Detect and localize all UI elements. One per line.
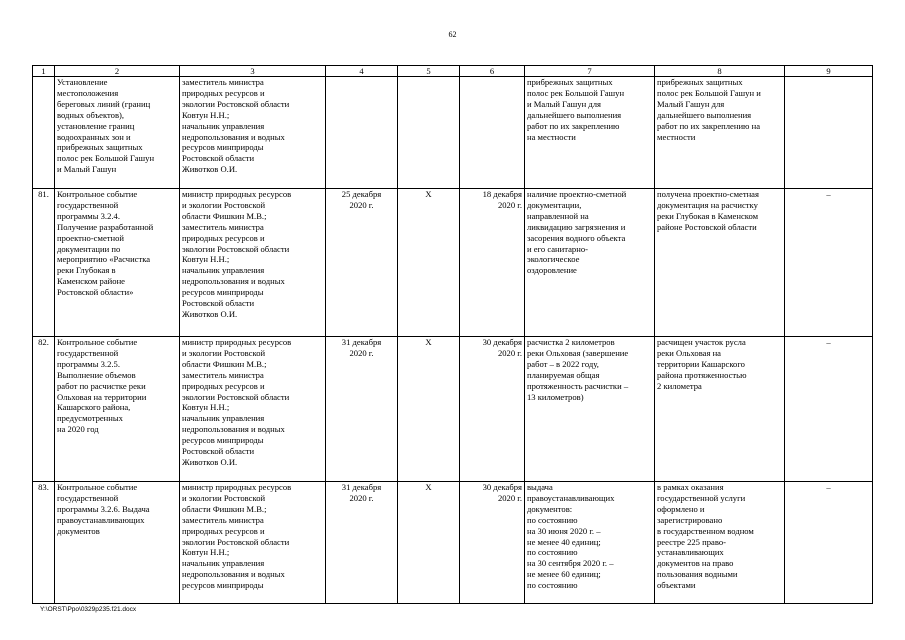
responsible: министр природных ресурсов и экологии Ростовской области Фишкин М.В.; заместитель министра природных ресурсов и экологии Ростовской области Ковтун Н.Н.; начальник управления недропользования и водных ресурсов минприроды — [180, 482, 326, 604]
col5-mark: Х — [398, 337, 460, 482]
col5-mark: Х — [398, 482, 460, 604]
header-col-9: 9 — [785, 66, 873, 77]
planned-result: выдача правоустанавливающих документов: по состоянию на 30 июня 2020 г. – не менее 40 единиц; по состоянию на 30 сентября 2020 г. – не менее 60 единиц; по состоянию — [525, 482, 655, 604]
table-row — [33, 77, 873, 189]
plan-date: 31 декабря 2020 г. — [326, 337, 398, 482]
header-col-6: 6 — [460, 66, 525, 77]
actual-result: в рамках оказания государственной услуги оформлено и зарегистрировано в государственном водном реестре 225 право- устанавливающих документов на право пользования водными объектами — [655, 482, 785, 604]
actual-result: расчищен участок русла реки Ольховая на территории Кашарского района протяженностью 2 километра — [655, 337, 785, 482]
header-col-5: 5 — [398, 66, 460, 77]
planned-result: расчистка 2 километров реки Ольховая (завершение работ – в 2022 году, планируемая общая протяженность расчистки – 13 километров) — [525, 337, 655, 482]
col5-mark — [398, 77, 460, 189]
control-events-table — [32, 65, 873, 604]
footer-file-path: Y:\ORST\Ppo\0329p235.f21.docx — [40, 606, 137, 613]
event-name: Контрольное событие государственной программы 3.2.6. Выдача правоустанавливающих документов — [55, 482, 180, 604]
row-number: 82. — [33, 337, 55, 482]
plan-date — [326, 77, 398, 189]
event-name: Установление местоположения береговых линий (границ водных объектов), установление границ водоохранных зон и прибрежных защитных полос рек Большой Гашун и Малый Гашун — [55, 77, 180, 189]
actual-result: получена проектно-сметная документация на расчистку реки Глубокая в Каменском районе Ростовской области — [655, 189, 785, 337]
note: – — [785, 189, 873, 337]
table-row — [33, 337, 873, 482]
header-col-7: 7 — [525, 66, 655, 77]
col5-mark: Х — [398, 189, 460, 337]
responsible: заместитель министра природных ресурсов и экологии Ростовской области Ковтун Н.Н.; начальник управления недропользования и водных ресурсов минприроды Ростовской области Животков О.И. — [180, 77, 326, 189]
event-name: Контрольное событие государственной программы 3.2.4. Получение разработанной проектно-сметной документации по мероприятию «Расчистка реки Глубокая в Каменском районе Ростовской области» — [55, 189, 180, 337]
fact-date: 18 декабря 2020 г. — [460, 189, 525, 337]
header-col-1: 1 — [33, 66, 55, 77]
responsible: министр природных ресурсов и экологии Ростовской области Фишкин М.В.; заместитель министра природных ресурсов и экологии Ростовской области Ковтун Н.Н.; начальник управления недропользования и водных ресурсов минприроды Ростовской области Животков О.И. — [180, 337, 326, 482]
header-col-2: 2 — [55, 66, 180, 77]
responsible: министр природных ресурсов и экологии Ростовской области Фишкин М.В.; заместитель министра природных ресурсов и экологии Ростовской области Ковтун Н.Н.; начальник управления недропользования и водных ресурсов минприроды Ростовской области Животков О.И. — [180, 189, 326, 337]
row-number: 83. — [33, 482, 55, 604]
row-number: 81. — [33, 189, 55, 337]
note — [785, 77, 873, 189]
header-col-8: 8 — [655, 66, 785, 77]
header-row — [33, 66, 873, 77]
table-row — [33, 482, 873, 604]
fact-date: 30 декабря 2020 г. — [460, 337, 525, 482]
plan-date: 25 декабря 2020 г. — [326, 189, 398, 337]
header-col-3: 3 — [180, 66, 326, 77]
event-name: Контрольное событие государственной программы 3.2.5. Выполнение объемов работ по расчистке реки Ольховая на территории Кашарского района, предусмотренных на 2020 год — [55, 337, 180, 482]
fact-date: 30 декабря 2020 г. — [460, 482, 525, 604]
planned-result: прибрежных защитных полос рек Большой Гашун и Малый Гашун для дальнейшего выполнения работ по их закреплению на местности — [525, 77, 655, 189]
planned-result: наличие проектно-сметной документации, направленной на ликвидацию загрязнения и засорения водного объекта и его санитарно- экологическое оздоровление — [525, 189, 655, 337]
row-number — [33, 77, 55, 189]
page-number: 62 — [448, 30, 457, 39]
fact-date — [460, 77, 525, 189]
table-row — [33, 189, 873, 337]
header-col-4: 4 — [326, 66, 398, 77]
note: – — [785, 482, 873, 604]
actual-result: прибрежных защитных полос рек Большой Гашун и Малый Гашун для дальнейшего выполнения работ по их закреплению на местности — [655, 77, 785, 189]
plan-date: 31 декабря 2020 г. — [326, 482, 398, 604]
note: – — [785, 337, 873, 482]
